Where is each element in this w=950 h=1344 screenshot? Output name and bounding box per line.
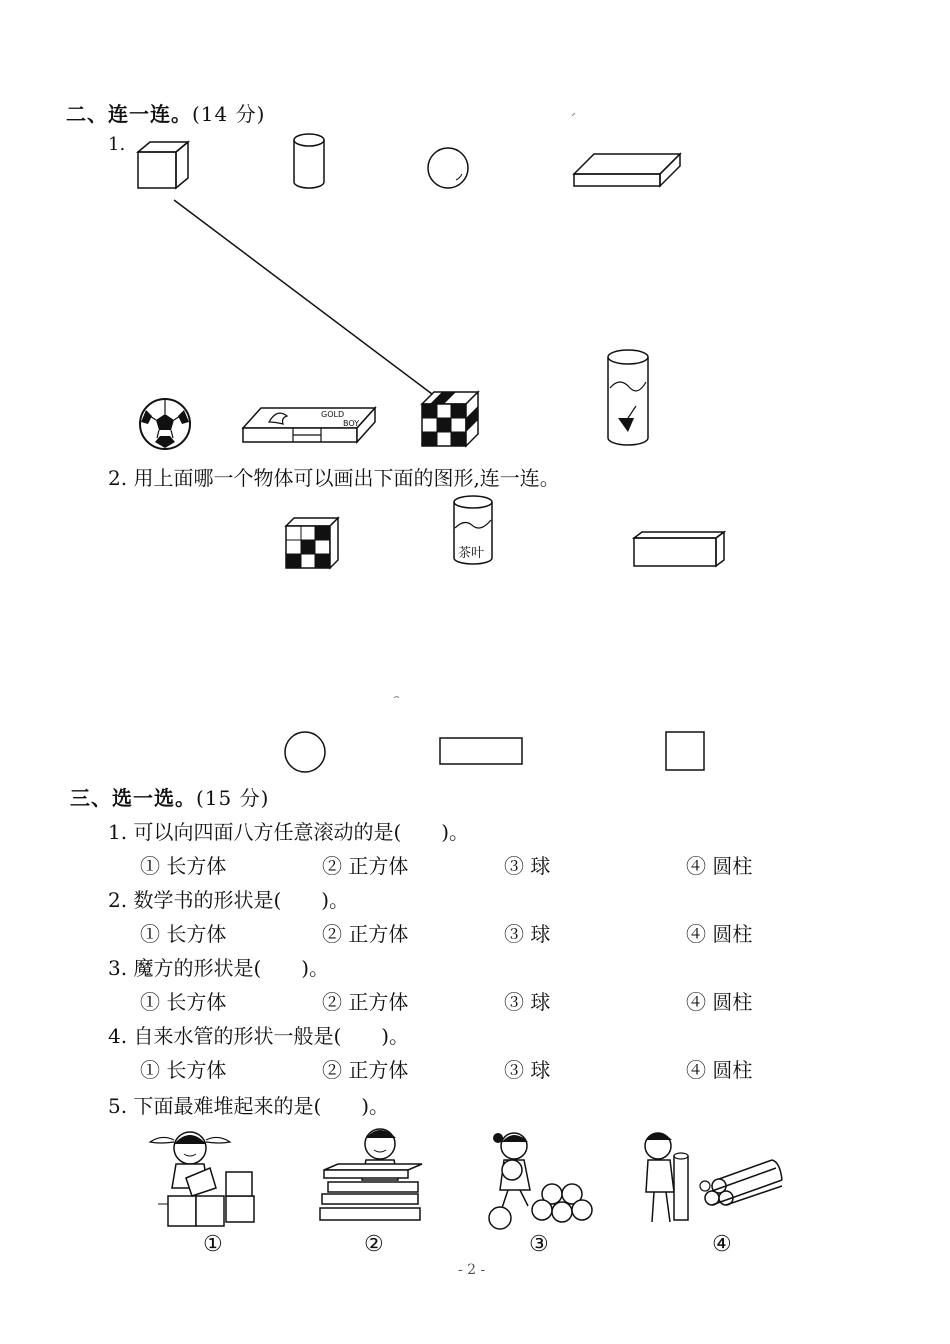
tea-can-label: 茶叶 (458, 546, 485, 561)
q4-option-1[interactable]: ① 长方体 (140, 1058, 227, 1082)
boy-with-cylinders-picture (636, 1128, 784, 1228)
scan-speck (393, 694, 401, 702)
boy-with-boards-picture (318, 1124, 428, 1228)
rubiks-cube-icon (420, 390, 480, 448)
q5-text: 5. 下面最难堆起来的是( )。 (108, 1094, 390, 1118)
q1-text: 1. 可以向四面八方任意滚动的是( )。 (108, 820, 470, 844)
rubiks-cube-small-icon (284, 516, 340, 570)
picture-label-4: ④ (712, 1232, 732, 1257)
q2-text: 2. 数学书的形状是( )。 (108, 888, 350, 912)
q4-option-3[interactable]: ③ 球 (504, 1058, 551, 1082)
section-3-title: 三、选一选。(15 分) (70, 786, 270, 810)
q2-option-2[interactable]: ② 正方体 (322, 922, 409, 946)
picture-label-2: ② (364, 1232, 384, 1257)
q3-option-3[interactable]: ③ 球 (504, 990, 551, 1014)
girl-with-balls-picture (486, 1128, 598, 1234)
picture-label-1: ① (203, 1232, 223, 1257)
q3-option-1[interactable]: ① 长方体 (140, 990, 227, 1014)
question-1-number: 1. (108, 134, 126, 155)
girl-with-cubes-picture (146, 1124, 258, 1232)
square-outline (664, 730, 708, 774)
q1-option-1[interactable]: ① 长方体 (140, 854, 227, 878)
q2-option-4[interactable]: ④ 圆柱 (686, 922, 753, 946)
soccer-ball-icon (137, 398, 193, 452)
cuboid-shape (632, 530, 728, 570)
section-2-title: 二、连一连。(14 分) (66, 102, 266, 126)
question-2-text: 2. 用上面哪一个物体可以画出下面的图形,连一连。 (108, 466, 560, 490)
q3-text: 3. 魔方的形状是( )。 (108, 956, 330, 980)
q4-option-2[interactable]: ② 正方体 (322, 1058, 409, 1082)
q1-option-3[interactable]: ③ 球 (504, 854, 551, 878)
page-number: - 2 - (458, 1262, 486, 1278)
picture-label-3: ③ (529, 1232, 549, 1257)
q1-option-4[interactable]: ④ 圆柱 (686, 854, 753, 878)
q2-option-3[interactable]: ③ 球 (504, 922, 551, 946)
q1-option-2[interactable]: ② 正方体 (322, 854, 409, 878)
scan-speck-2 (571, 112, 577, 118)
q3-option-4[interactable]: ④ 圆柱 (686, 990, 753, 1014)
q4-text: 4. 自来水管的形状一般是( )。 (108, 1024, 410, 1048)
gift-box-text-1: GOLD (321, 410, 345, 419)
shuttlecock-tube-icon (604, 348, 652, 448)
q4-option-4[interactable]: ④ 圆柱 (686, 1058, 753, 1082)
rectangle-outline (438, 736, 526, 766)
circle-outline (282, 730, 328, 774)
gift-box-text-2: BOY (343, 419, 360, 428)
q2-option-1[interactable]: ① 长方体 (140, 922, 227, 946)
q3-option-2[interactable]: ② 正方体 (322, 990, 409, 1014)
